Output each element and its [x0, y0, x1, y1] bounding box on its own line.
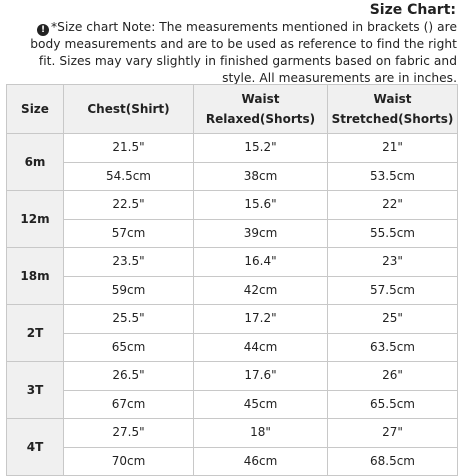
waist-stretched-inch-cell: 21" — [328, 134, 458, 163]
header-chest: Chest(Shirt) — [64, 85, 194, 134]
size-cell: 2T — [7, 305, 64, 362]
waist-relaxed-inch-cell: 15.6" — [194, 191, 328, 220]
chest-inch-cell: 22.5" — [64, 191, 194, 220]
header-waist-stretched — [328, 85, 458, 134]
table-row — [7, 362, 458, 391]
waist-stretched-inch-cell: 22" — [328, 191, 458, 220]
header-waist-stretched-line2: Stretched(Shorts) — [331, 112, 454, 126]
waist-stretched-inch-cell: 25" — [328, 305, 458, 334]
waist-relaxed-inch-cell: 18" — [194, 419, 328, 448]
waist-relaxed-cm-cell: 45cm — [194, 390, 328, 419]
waist-relaxed-cm-cell: 44cm — [194, 333, 328, 362]
waist-stretched-inch-cell: 26" — [328, 362, 458, 391]
header-waist-relaxed-line1: Waist — [241, 92, 280, 106]
size-chart-table — [6, 84, 458, 476]
size-cell: 4T — [7, 419, 64, 476]
waist-stretched-inch-cell: 23" — [328, 248, 458, 277]
chest-cm-cell: 59cm — [64, 276, 194, 305]
header-size: Size — [7, 85, 64, 134]
table-row — [7, 419, 458, 448]
size-chart-title: Size Chart: — [369, 2, 456, 18]
header-waist-stretched-line1: Waist — [373, 92, 412, 106]
waist-stretched-inch-cell: 27" — [328, 419, 458, 448]
header-waist-relaxed-line2: Relaxed(Shorts) — [205, 112, 316, 126]
waist-relaxed-cm-cell: 39cm — [194, 219, 328, 248]
size-chart-note — [0, 18, 462, 87]
chest-cm-cell: 57cm — [64, 219, 194, 248]
waist-stretched-cm-cell: 53.5cm — [328, 162, 458, 191]
table-row — [7, 248, 458, 277]
header-waist-relaxed — [194, 85, 328, 134]
waist-relaxed-cm-cell: 42cm — [194, 276, 328, 305]
chest-inch-cell: 21.5" — [64, 134, 194, 163]
waist-stretched-cm-cell: 57.5cm — [328, 276, 458, 305]
waist-stretched-cm-cell: 65.5cm — [328, 390, 458, 419]
size-cell: 12m — [7, 191, 64, 248]
waist-relaxed-inch-cell: 16.4" — [194, 248, 328, 277]
chest-cm-cell: 54.5cm — [64, 162, 194, 191]
chest-cm-cell: 67cm — [64, 390, 194, 419]
table-row — [7, 333, 458, 362]
waist-relaxed-cm-cell: 46cm — [194, 447, 328, 476]
size-cell: 3T — [7, 362, 64, 419]
info-icon: ! — [37, 24, 49, 36]
chest-inch-cell: 23.5" — [64, 248, 194, 277]
size-chart-note-text: *Size chart Note: The measurements mentioned in brackets () are body measurements and are to be used as reference to find the right fit. Sizes may vary slightly in finished garments based on fabric and style. All measurements are in inches. — [30, 20, 457, 85]
table-row — [7, 305, 458, 334]
table-row — [7, 447, 458, 476]
size-cell: 18m — [7, 248, 64, 305]
chest-inch-cell: 26.5" — [64, 362, 194, 391]
table-row — [7, 219, 458, 248]
waist-stretched-cm-cell: 55.5cm — [328, 219, 458, 248]
table-row — [7, 276, 458, 305]
table-header-row — [7, 85, 458, 134]
waist-relaxed-inch-cell: 17.2" — [194, 305, 328, 334]
table-row — [7, 390, 458, 419]
waist-stretched-cm-cell: 68.5cm — [328, 447, 458, 476]
table-row — [7, 134, 458, 163]
table-row — [7, 191, 458, 220]
chest-cm-cell: 70cm — [64, 447, 194, 476]
chest-inch-cell: 25.5" — [64, 305, 194, 334]
waist-stretched-cm-cell: 63.5cm — [328, 333, 458, 362]
table-row — [7, 162, 458, 191]
waist-relaxed-inch-cell: 15.2" — [194, 134, 328, 163]
waist-relaxed-cm-cell: 38cm — [194, 162, 328, 191]
chest-cm-cell: 65cm — [64, 333, 194, 362]
waist-relaxed-inch-cell: 17.6" — [194, 362, 328, 391]
chest-inch-cell: 27.5" — [64, 419, 194, 448]
size-cell: 6m — [7, 134, 64, 191]
